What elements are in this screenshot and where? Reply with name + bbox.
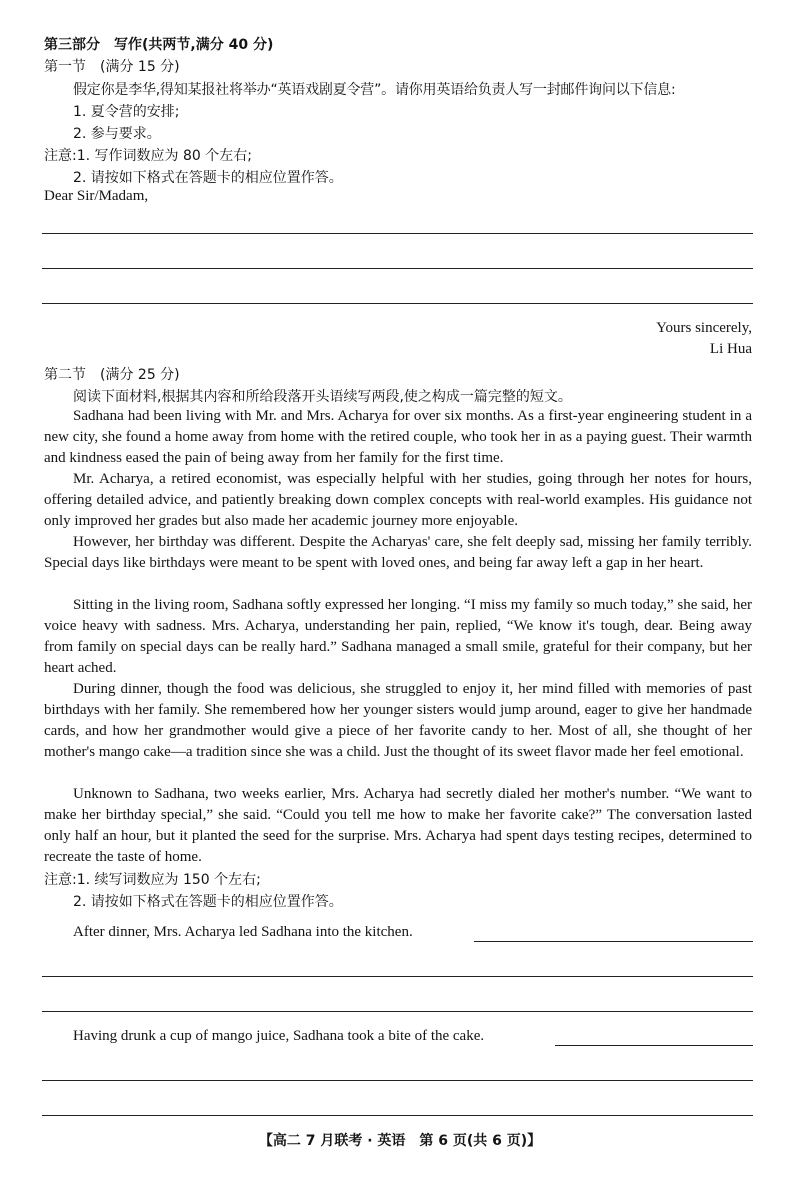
story-paragraph-5: During dinner, though the food was delicious, she struggled to enjoy it, her mind filled with memories of past birthdays with her family. She remembered how her younger sisters would jump around, eager to give her handmade cards, and how her grandmother would give a piece of her favorite candy to her. Most of all, she thought of her mother's mango cake—a tradition since she was a child. Just the thought of its sweet flavor made her feel emotional. [44,681,752,760]
part2-note-1: 注意:1. 续写词数应为 150 个左右; [44,872,261,888]
letter-greeting: Dear Sir/Madam, [44,188,149,204]
part2-note-2: 2. 请按如下格式在答题卡的相应位置作答。 [73,894,343,910]
part2-heading: 第二节 (满分 25 分) [44,367,180,383]
continuation-starter-2: Having drunk a cup of mango juice, Sadhana took a bite of the cake. [73,1028,485,1044]
answer-line [42,976,753,977]
answer-line [42,1115,753,1116]
answer-line [42,303,753,304]
part1-prompt: 假定你是李华,得知某报社将举办“英语戏剧夏令营”。请你用英语给负责人写一封邮件询问以下信息: [73,82,676,98]
part2-instruction: 阅读下面材料,根据其内容和所给段落开头语续写两段,使之构成一篇完整的短文。 [73,389,572,405]
story-paragraph-4: Sitting in the living room, Sadhana softly expressed her longing. “I miss my family so much today,” she said, her voice heavy with sadness. Mrs. Acharya, understanding her pain, replied, “We know it's tough, dear. Being away from family on special days can be really hard.” Sadhana managed a small smile, grateful for their company, but her heart ached. [44,597,752,676]
letter-closing: Yours sincerely, [656,320,752,336]
part1-item-2: 2. 参与要求。 [73,126,161,142]
answer-line [42,233,753,234]
answer-line [555,1045,753,1046]
answer-line [42,1080,753,1081]
continuation-starter-1: After dinner, Mrs. Acharya led Sadhana into the kitchen. [73,924,413,940]
section-title: 第三部分 写作(共两节,满分 40 分) [44,37,274,53]
story-paragraph-6: Unknown to Sadhana, two weeks earlier, Mrs. Acharya had secretly dialed her mother's number. “We want to make her birthday special,” she said. “Could you tell me how to make her favorite cake?” The conversation lasted only half an hour, but it planted the seed for the surprise. Mrs. Acharya had spent days testing recipes, determined to recreate the taste of home. [44,786,752,865]
story-paragraph-1: Sadhana had been living with Mr. and Mrs. Acharya for over six months. As a first-year engineering student in a new city, she found a home away from home with the retired couple, who took her in as a paying guest. Their warmth and kindness eased the pain of being away from her family for the first time. [44,408,752,466]
story-paragraph-2: Mr. Acharya, a retired economist, was especially helpful with her studies, going through her notes for hours, offering detailed advice, and patiently breaking down complex concepts with real-world examples. His guidance not only improved her grades but also made her academic journey more enjoyable. [44,471,752,529]
story-paragraph-3: However, her birthday was different. Despite the Acharyas' care, she felt deeply sad, missing her family terribly. Special days like birthdays were meant to be spent with loved ones, and being far away left a gap in her heart. [44,534,752,571]
part1-heading: 第一节 (满分 15 分) [44,59,180,75]
page-footer: 【高二 7 月联考 · 英语 第 6 页(共 6 页)】 [258,1133,542,1149]
part1-item-1: 1. 夏令营的安排; [73,104,180,120]
answer-line [42,268,753,269]
letter-signature: Li Hua [709,341,752,357]
part1-note-1: 注意:1. 写作词数应为 80 个左右; [44,148,252,164]
part1-note-2: 2. 请按如下格式在答题卡的相应位置作答。 [73,170,343,186]
answer-line [42,1011,753,1012]
answer-line [474,941,753,942]
